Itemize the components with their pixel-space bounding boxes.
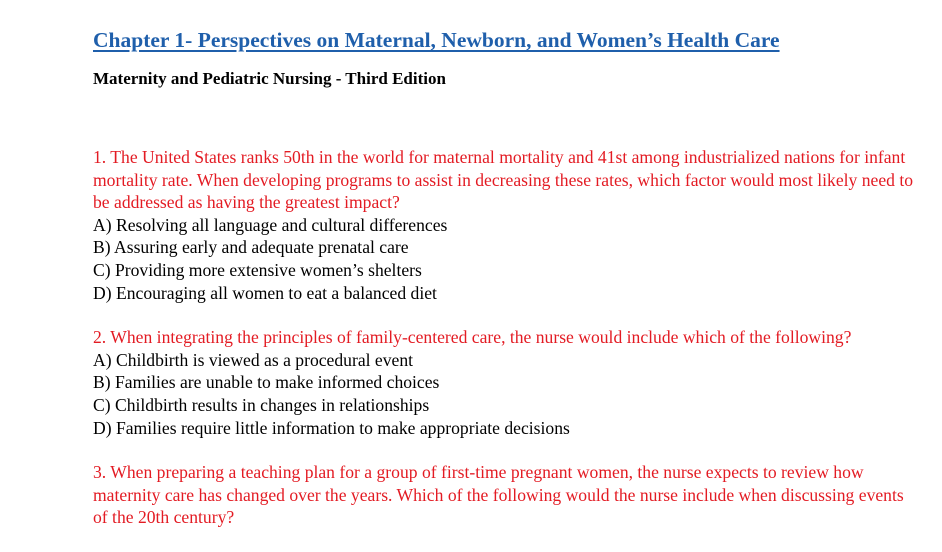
question-1-stem: 1. The United States ranks 50th in the world for maternal mortality and 41st among industrialized nations for infant mortality rate. When developing programs to assist in decreasing these rates, which factor would most likely need to be addressed as having the greatest impact? [93,147,914,213]
question-1-option-b: B) Assuring early and adequate prenatal care [93,237,409,258]
question-1-option-d: D) Encouraging all women to eat a balanced diet [93,282,437,303]
question-1-option-a: A) Resolving all language and cultural differences [93,214,448,235]
question-3 [93,461,913,529]
question-1 [93,146,913,304]
question-2-stem: 2. When integrating the principles of family-centered care, the nurse would include which of the following? [93,327,852,348]
question-3-stem: 3. When preparing a teaching plan for a group of first-time pregnant women, the nurse expects to review how maternity care has changed over the years. Which of the following would the nurse include when discussing events of the 20th century? [93,462,904,528]
question-2-option-b: B) Families are unable to make informed choices [93,372,440,393]
question-2-option-d: D) Families require little information to make appropriate decisions [93,417,570,438]
question-1-option-c: C) Providing more extensive women’s shelters [93,259,422,280]
chapter-title[interactable]: Chapter 1- Perspectives on Maternal, Newborn, and Women’s Health Care [93,28,780,52]
question-2 [93,326,913,439]
question-2-option-c: C) Childbirth results in changes in relationships [93,394,430,415]
book-title: Maternity and Pediatric Nursing - Third Edition [93,69,446,88]
question-list [93,146,913,529]
document-page [93,26,913,551]
question-2-option-a: A) Childbirth is viewed as a procedural event [93,349,414,370]
